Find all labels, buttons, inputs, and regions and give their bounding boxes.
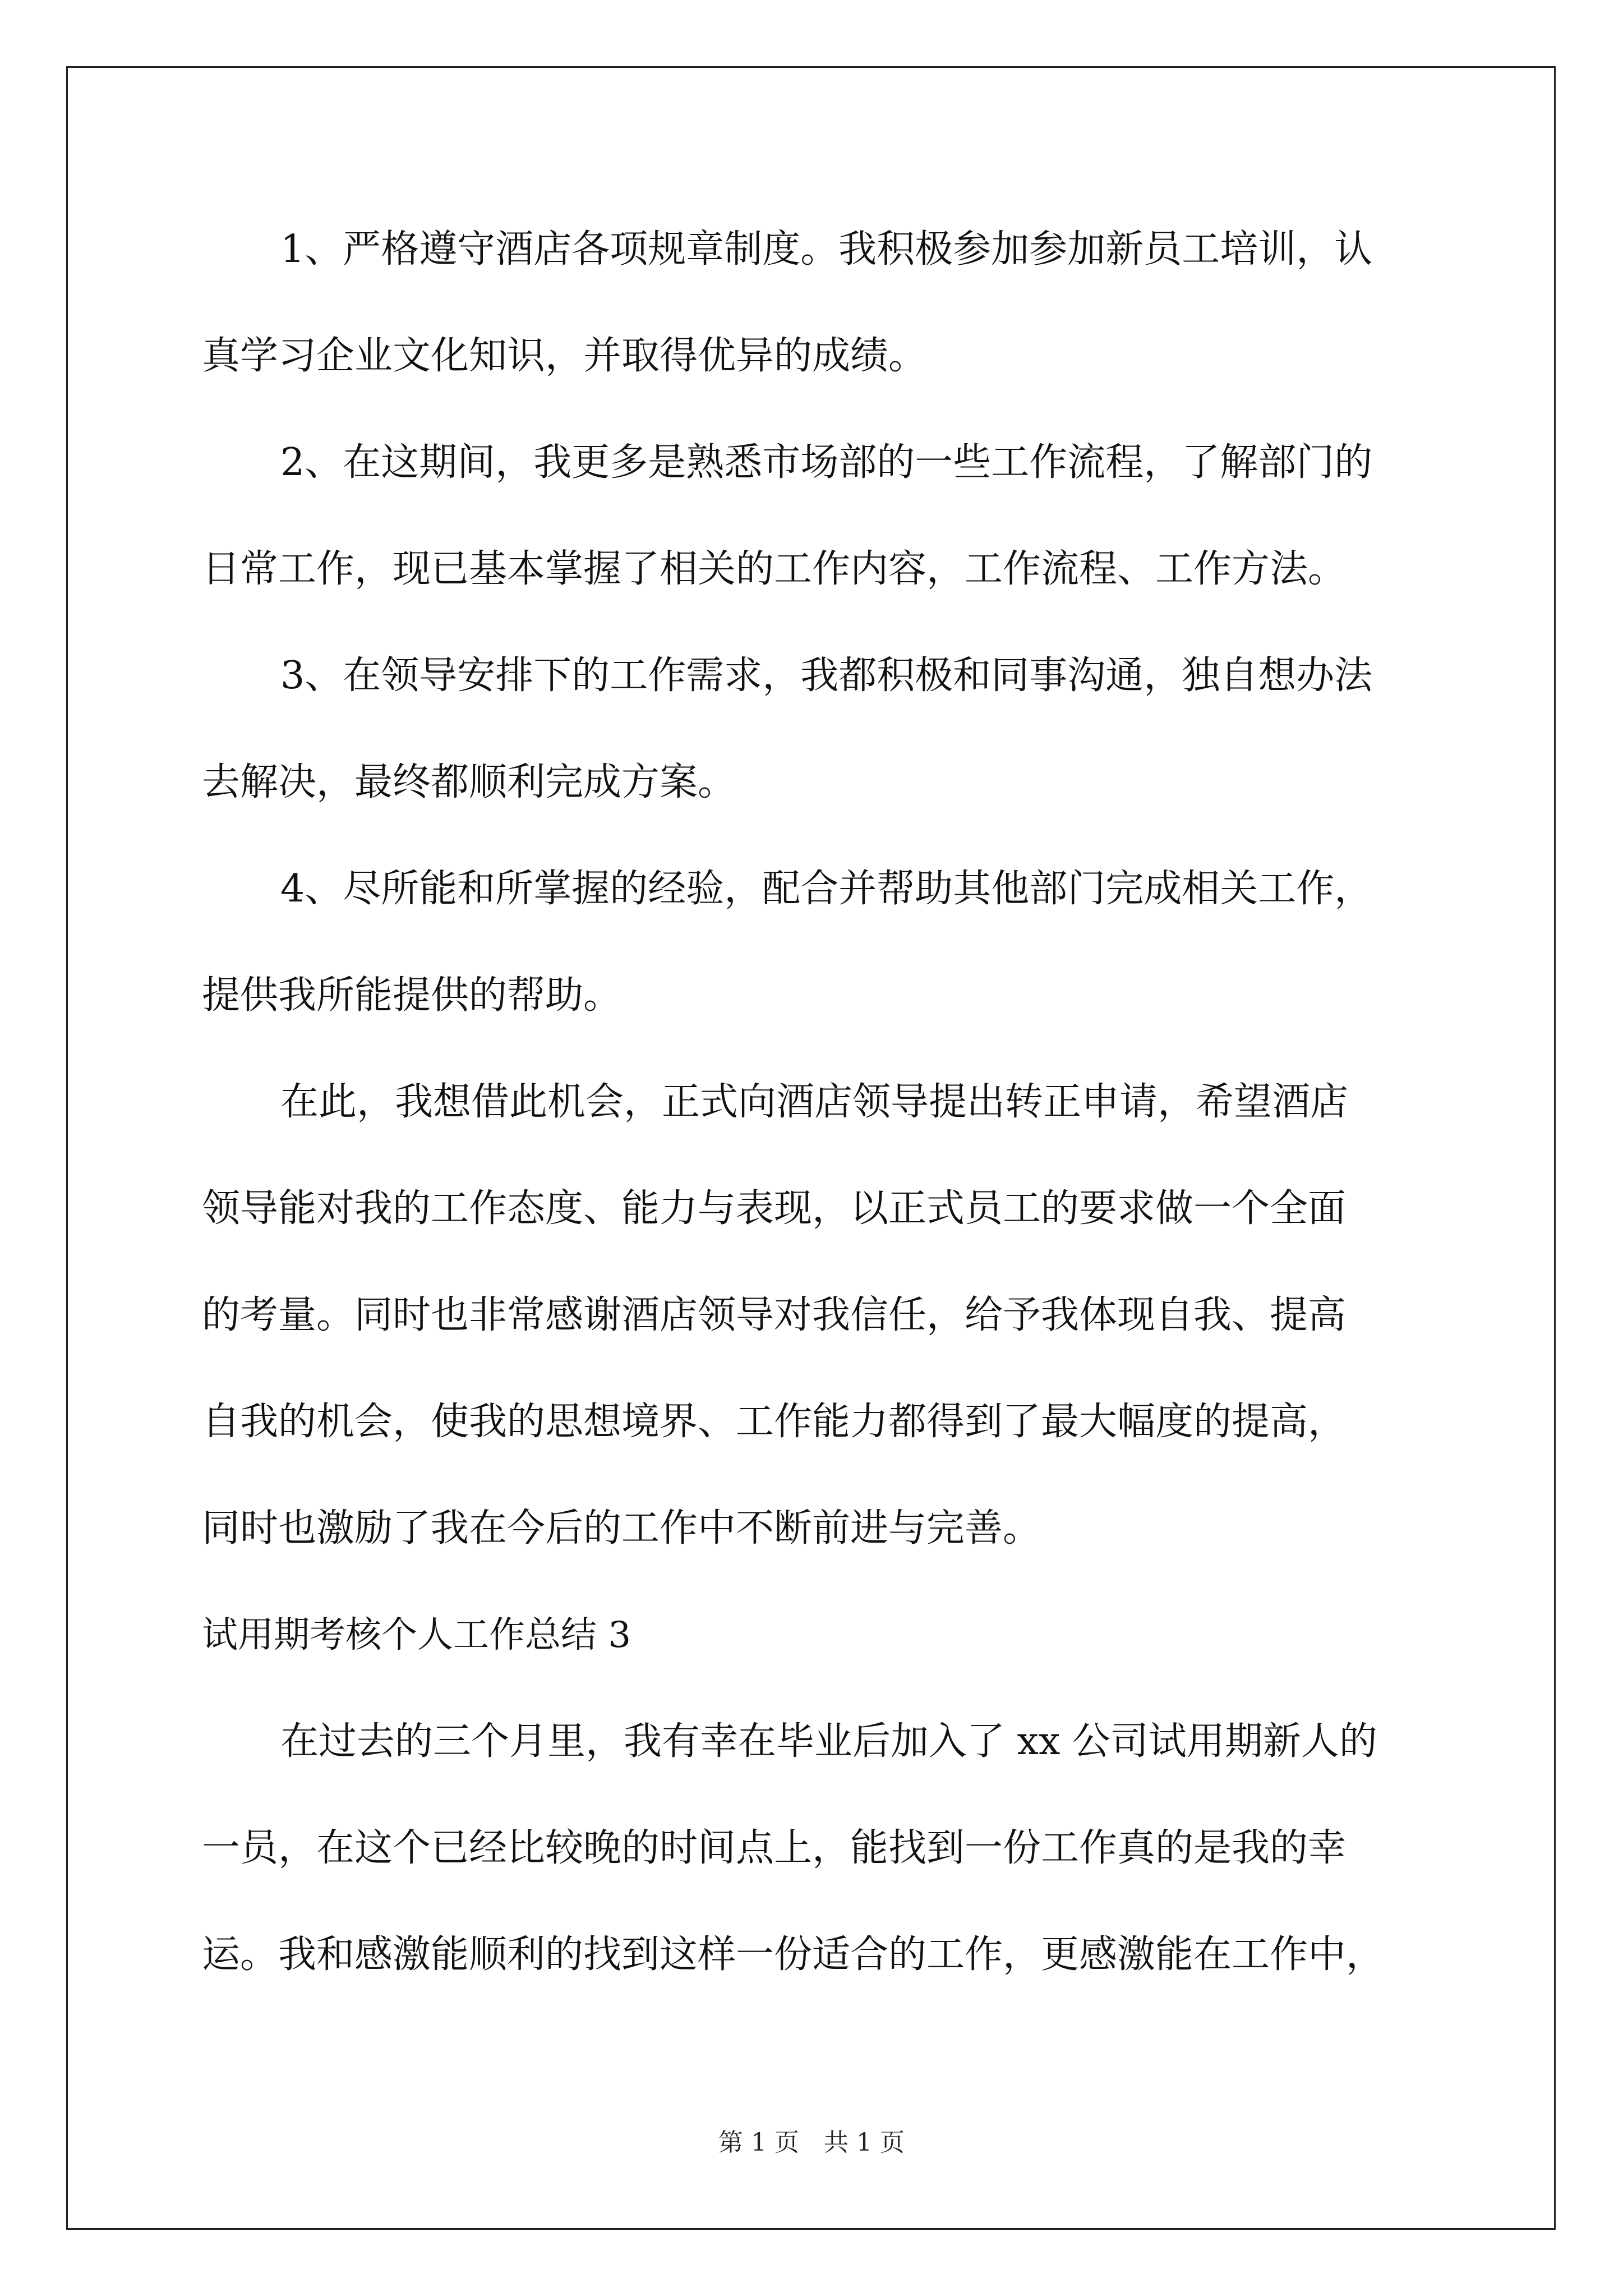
body-line: 的考量。同时也非常感谢酒店领导对我信任，给予我体现自我、提高 (202, 1293, 1347, 1337)
body-line: 日常工作，现已基本掌握了相关的工作内容，工作流程、工作方法。 (202, 547, 1347, 591)
body-line: 同时也激励了我在今后的工作中不断前进与完善。 (202, 1506, 1041, 1550)
body-line: 在此，我想借此机会，正式向酒店领导提出转正申请，希望酒店 (280, 1080, 1349, 1124)
body-line: 领导能对我的工作态度、能力与表现，以正式员工的要求做一个全面 (202, 1186, 1347, 1231)
page-footer: 第 1 页 共 1 页 (718, 2128, 905, 2157)
body-line: 真学习企业文化知识，并取得优异的成绩。 (202, 334, 927, 378)
body-line: 运。我和感激能顺利的找到这样一份适合的工作，更感激能在工作中， (202, 1932, 1385, 1977)
body-line: 2、在这期间，我更多是熟悉市场部的一些工作流程，了解部门的 (280, 440, 1373, 485)
body-line: 提供我所能提供的帮助。 (202, 973, 622, 1018)
body-line: 4、尽所能和所掌握的经验，配合并帮助其他部门完成相关工作， (280, 867, 1373, 911)
body-line: 自我的机会，使我的思想境界、工作能力都得到了最大幅度的提高， (202, 1400, 1347, 1444)
body-line: 去解决，最终都顺利完成方案。 (202, 760, 736, 804)
body-line: 在过去的三个月里，我有幸在毕业后加入了 xx 公司试用期新人的 (280, 1719, 1377, 1764)
section-heading: 试用期考核个人工作总结 3 (202, 1614, 631, 1656)
body-line: 一员，在这个已经比较晚的时间点上，能找到一份工作真的是我的幸 (202, 1826, 1347, 1870)
body-line: 3、在领导安排下的工作需求，我都积极和同事沟通，独自想办法 (280, 654, 1373, 698)
body-line: 1、严格遵守酒店各项规章制度。我积极参加参加新员工培训，认 (280, 227, 1373, 272)
document-body (202, 196, 1424, 2008)
